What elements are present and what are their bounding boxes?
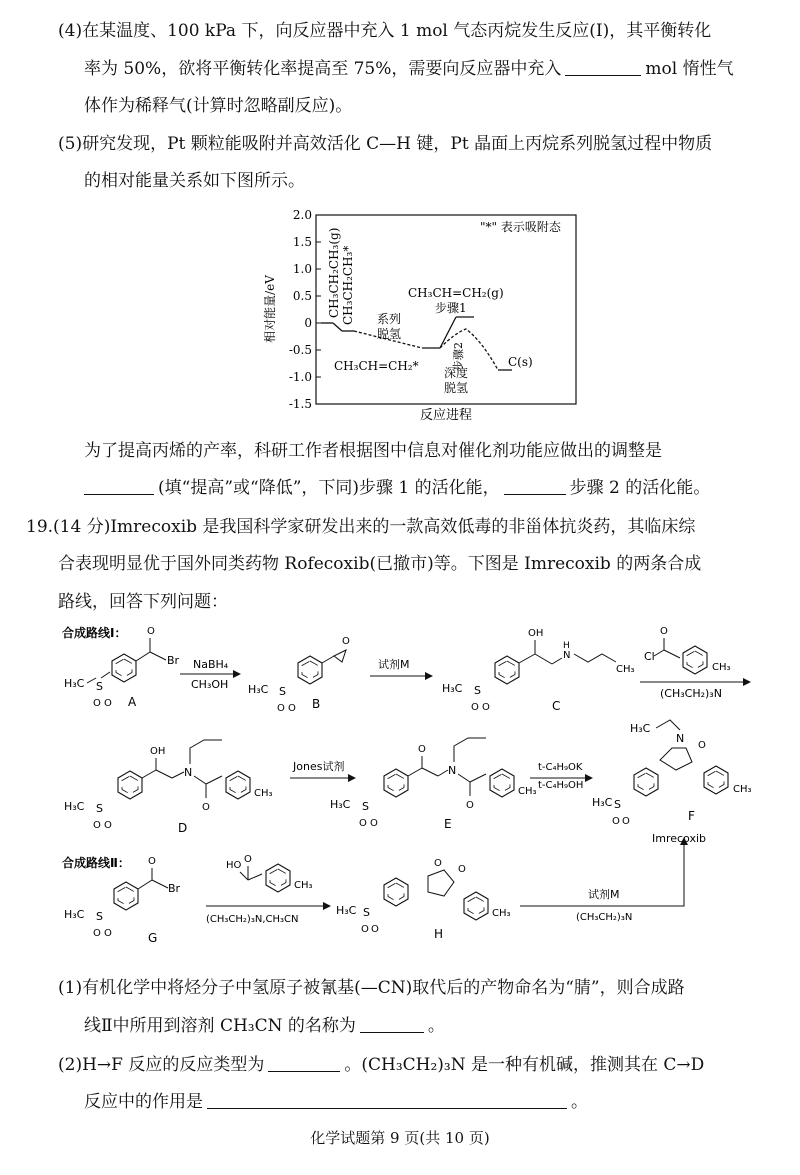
q4-line2-text-a: 率为 50%，欲将平衡转化率提高至 75%，需要向反应器中充入 <box>84 59 562 79</box>
q19-2-blank-role[interactable] <box>207 1092 567 1109</box>
svg-text:N: N <box>563 650 571 661</box>
label-imrecoxib: Imrecoxib <box>652 832 706 845</box>
svg-text:OH: OH <box>528 628 544 639</box>
label-A: A <box>128 695 137 709</box>
step2-path <box>440 329 498 370</box>
y-tick-label: -1.0 <box>288 370 312 384</box>
svg-text:O: O <box>622 816 630 827</box>
label-D: D <box>178 821 188 835</box>
q4-line3: 体作为稀释气(计算时忽略副反应)。 <box>84 96 353 116</box>
svg-text:O: O <box>342 636 350 647</box>
svg-text:CH₃: CH₃ <box>254 788 273 799</box>
label-C: C <box>552 699 561 713</box>
svg-text:OH: OH <box>150 746 166 757</box>
q19-1-answer-blank[interactable] <box>360 1016 424 1033</box>
q5-blank-step1[interactable] <box>84 478 154 495</box>
q19-2-text-d: 。 <box>571 1092 588 1112</box>
svg-text:N: N <box>676 732 685 745</box>
q5b-line2-text-a: (填“提高”或“降低”，下同)步骤 1 的活化能， <box>158 478 500 498</box>
q19-line3: 路线，回答下列问题： <box>58 592 228 612</box>
reagent-hf-bottom: (CH₃CH₂)₃N <box>576 912 633 923</box>
q19-line2: 合表现明显优于国外同类药物 Rofecoxib(已撤市)等。下图是 Imrecoxib 的两条合成 <box>58 554 702 574</box>
energy-diagram <box>250 205 600 425</box>
label-propene-ads: CH₃CH=CH₂* <box>334 359 419 373</box>
compound-B <box>248 636 350 714</box>
q5b-line2 <box>84 478 710 498</box>
svg-text:Br: Br <box>168 882 181 895</box>
svg-text:N: N <box>184 766 193 779</box>
q5b-line2-text-b: 步骤 2 的活化能。 <box>569 478 711 498</box>
reagent-bc: 试剂M <box>378 658 410 671</box>
svg-text:O: O <box>361 924 369 935</box>
reagent-acid <box>226 854 313 892</box>
label-step1: 步骤1 <box>435 301 467 315</box>
svg-text:O: O <box>93 698 101 709</box>
y-tick-label: 1.0 <box>292 262 312 276</box>
svg-text:O: O <box>202 802 210 813</box>
svg-text:H₃C: H₃C <box>630 722 651 735</box>
page-footer: 化学试题第 9 页(共 10 页) <box>310 1129 490 1147</box>
label-step2: 步骤2 <box>452 342 465 371</box>
svg-text:H: H <box>563 641 570 651</box>
compound-D <box>64 740 273 835</box>
svg-text:CH₃: CH₃ <box>712 662 731 673</box>
y-tick-label: 0 <box>304 316 312 330</box>
svg-text:H₃C: H₃C <box>442 682 463 695</box>
svg-text:O: O <box>434 858 442 869</box>
label-H: H <box>434 927 444 941</box>
svg-text:H₃C: H₃C <box>592 796 613 809</box>
svg-text:H₃C: H₃C <box>64 800 85 813</box>
svg-text:O: O <box>104 820 112 831</box>
svg-text:O: O <box>482 702 490 713</box>
svg-text:O: O <box>458 864 466 875</box>
label-propene-gas: CH₃CH=CH₂(g) <box>408 286 504 300</box>
label-deep: 深度 <box>444 366 469 380</box>
svg-text:O: O <box>418 744 426 755</box>
svg-text:CH₃: CH₃ <box>616 664 635 675</box>
svg-text:H₃C: H₃C <box>64 908 85 921</box>
y-tick-label: 0.5 <box>292 289 312 303</box>
y-tick-label: -0.5 <box>288 343 312 357</box>
label-F: F <box>688 809 695 823</box>
q5b-line1: 为了提高丙烯的产率，科研工作者根据图中信息对催化剂功能应做出的调整是 <box>84 441 662 461</box>
q5-line2: 的相对能量关系如下图所示。 <box>84 171 305 191</box>
chart-note: "*" 表示吸附态 <box>480 220 561 234</box>
svg-text:CH₃: CH₃ <box>733 784 752 795</box>
q19-line1: 19.(14 分)Imrecoxib 是我国科学家研发出来的一款高效低毒的非甾体抗炎药，其临床综 <box>26 517 696 537</box>
svg-text:O: O <box>277 703 285 714</box>
svg-text:O: O <box>471 702 479 713</box>
svg-text:O: O <box>104 698 112 709</box>
svg-text:O: O <box>698 740 706 751</box>
q4-line2 <box>84 59 734 79</box>
label-B: B <box>312 697 321 711</box>
reagent-ab-bottom: CH₃OH <box>191 678 229 691</box>
route1-label: 合成路线Ⅰ： <box>62 626 127 640</box>
label-propane-ads: CH₃CH₂CH₃* <box>341 245 355 325</box>
svg-text:Cl: Cl <box>644 650 655 663</box>
svg-text:O: O <box>147 626 155 637</box>
q5-line1: (5)研究发现，Pt 颗粒能吸附并高效活化 C—H 键，Pt 晶面上丙烷系列脱氢过程中物质 <box>58 134 713 154</box>
q19-2-line1 <box>58 1055 704 1075</box>
svg-text:H₃C: H₃C <box>64 677 85 690</box>
route2-label: 合成路线Ⅱ： <box>62 856 130 870</box>
q19-2-line2 <box>84 1092 588 1112</box>
svg-text:CH₃: CH₃ <box>492 908 511 919</box>
svg-text:CH₃: CH₃ <box>294 880 313 891</box>
svg-text:S: S <box>362 800 369 813</box>
svg-text:O: O <box>93 928 101 939</box>
svg-text:O: O <box>244 854 252 865</box>
label-G: G <box>148 931 158 945</box>
q4-answer-blank[interactable] <box>565 59 641 76</box>
q19-2-text-c: 反应中的作用是 <box>84 1092 203 1112</box>
q19-2-blank-type[interactable] <box>268 1055 340 1072</box>
label-E: E <box>444 817 452 831</box>
svg-text:CH₃: CH₃ <box>518 786 537 797</box>
reagent-ef-bottom: t-C₄H₉OH <box>538 780 584 791</box>
svg-text:S: S <box>279 685 286 698</box>
svg-text:O: O <box>148 856 156 867</box>
label-dehydro: 脱氢 <box>377 327 402 341</box>
label-deep-dehydro: 脱氢 <box>444 381 469 395</box>
synthesis-scheme <box>0 620 800 960</box>
y-tick-label: 1.5 <box>292 235 312 249</box>
svg-text:O: O <box>104 928 112 939</box>
svg-text:O: O <box>612 816 620 827</box>
svg-text:HO: HO <box>226 860 242 871</box>
svg-text:S: S <box>474 684 481 697</box>
q19-1-line1: (1)有机化学中将烃分子中氢原子被氰基(—CN)取代后的产物命名为“腈”，则合成路 <box>58 978 685 998</box>
svg-text:O: O <box>660 626 668 637</box>
label-propane-gas: CH₃CH₂CH₃(g) <box>327 227 341 318</box>
y-tick-label: 2.0 <box>292 208 312 222</box>
compound-H <box>336 858 511 941</box>
reagent-de: Jones试剂 <box>293 760 345 773</box>
label-series: 系列 <box>377 312 402 326</box>
svg-text:Br: Br <box>167 654 180 667</box>
svg-text:H₃C: H₃C <box>248 683 269 696</box>
q19-1-text-b: 。 <box>427 1016 445 1036</box>
q19-1-line2 <box>84 1016 445 1036</box>
label-carbon: C(s) <box>508 355 533 369</box>
compound-F <box>592 720 752 845</box>
svg-text:S: S <box>96 802 103 815</box>
q4-line2-text-b: mol 惰性气 <box>645 59 734 79</box>
reagent-ab-top: NaBH₄ <box>193 658 229 671</box>
reagent-acyl-chloride <box>644 626 731 674</box>
svg-text:S: S <box>96 680 103 693</box>
reagent-hf-top: 试剂M <box>588 888 620 901</box>
svg-text:O: O <box>371 924 379 935</box>
q4-line1: (4)在某温度、100 kPa 下，向反应器中充入 1 mol 气态丙烷发生反应(Ⅰ)，其平衡转化 <box>58 21 712 41</box>
reagent-ef-top: t-C₄H₉OK <box>538 762 583 773</box>
compound-E <box>330 738 537 831</box>
svg-text:S: S <box>363 906 370 919</box>
q19-1-text-a: 线Ⅱ中所用到溶剂 CH₃CN 的名称为 <box>84 1016 356 1036</box>
svg-text:O: O <box>466 800 474 811</box>
svg-text:N: N <box>448 764 457 777</box>
svg-text:O: O <box>370 818 378 829</box>
y-tick-label: -1.5 <box>288 397 312 411</box>
y-axis-label: 相对能量/eV <box>263 275 277 343</box>
q19-2-text-b: 。(CH₃CH₂)₃N 是一种有机碱，推测其在 C→D <box>344 1055 705 1075</box>
svg-text:S: S <box>614 798 621 811</box>
svg-text:H₃C: H₃C <box>336 904 357 917</box>
q5-blank-step2[interactable] <box>504 478 566 495</box>
x-axis-label: 反应进程 <box>419 408 473 423</box>
compound-C <box>442 628 635 713</box>
svg-text:O: O <box>359 818 367 829</box>
reagent-cd-bottom: (CH₃CH₂)₃N <box>660 687 722 700</box>
reagent-gh-bottom: (CH₃CH₂)₃N,CH₃CN <box>206 914 299 925</box>
svg-text:H₃C: H₃C <box>330 798 351 811</box>
svg-text:O: O <box>288 703 296 714</box>
svg-text:S: S <box>96 910 103 923</box>
svg-text:O: O <box>93 820 101 831</box>
q19-2-text-a: (2)H→F 反应的反应类型为 <box>58 1055 265 1075</box>
